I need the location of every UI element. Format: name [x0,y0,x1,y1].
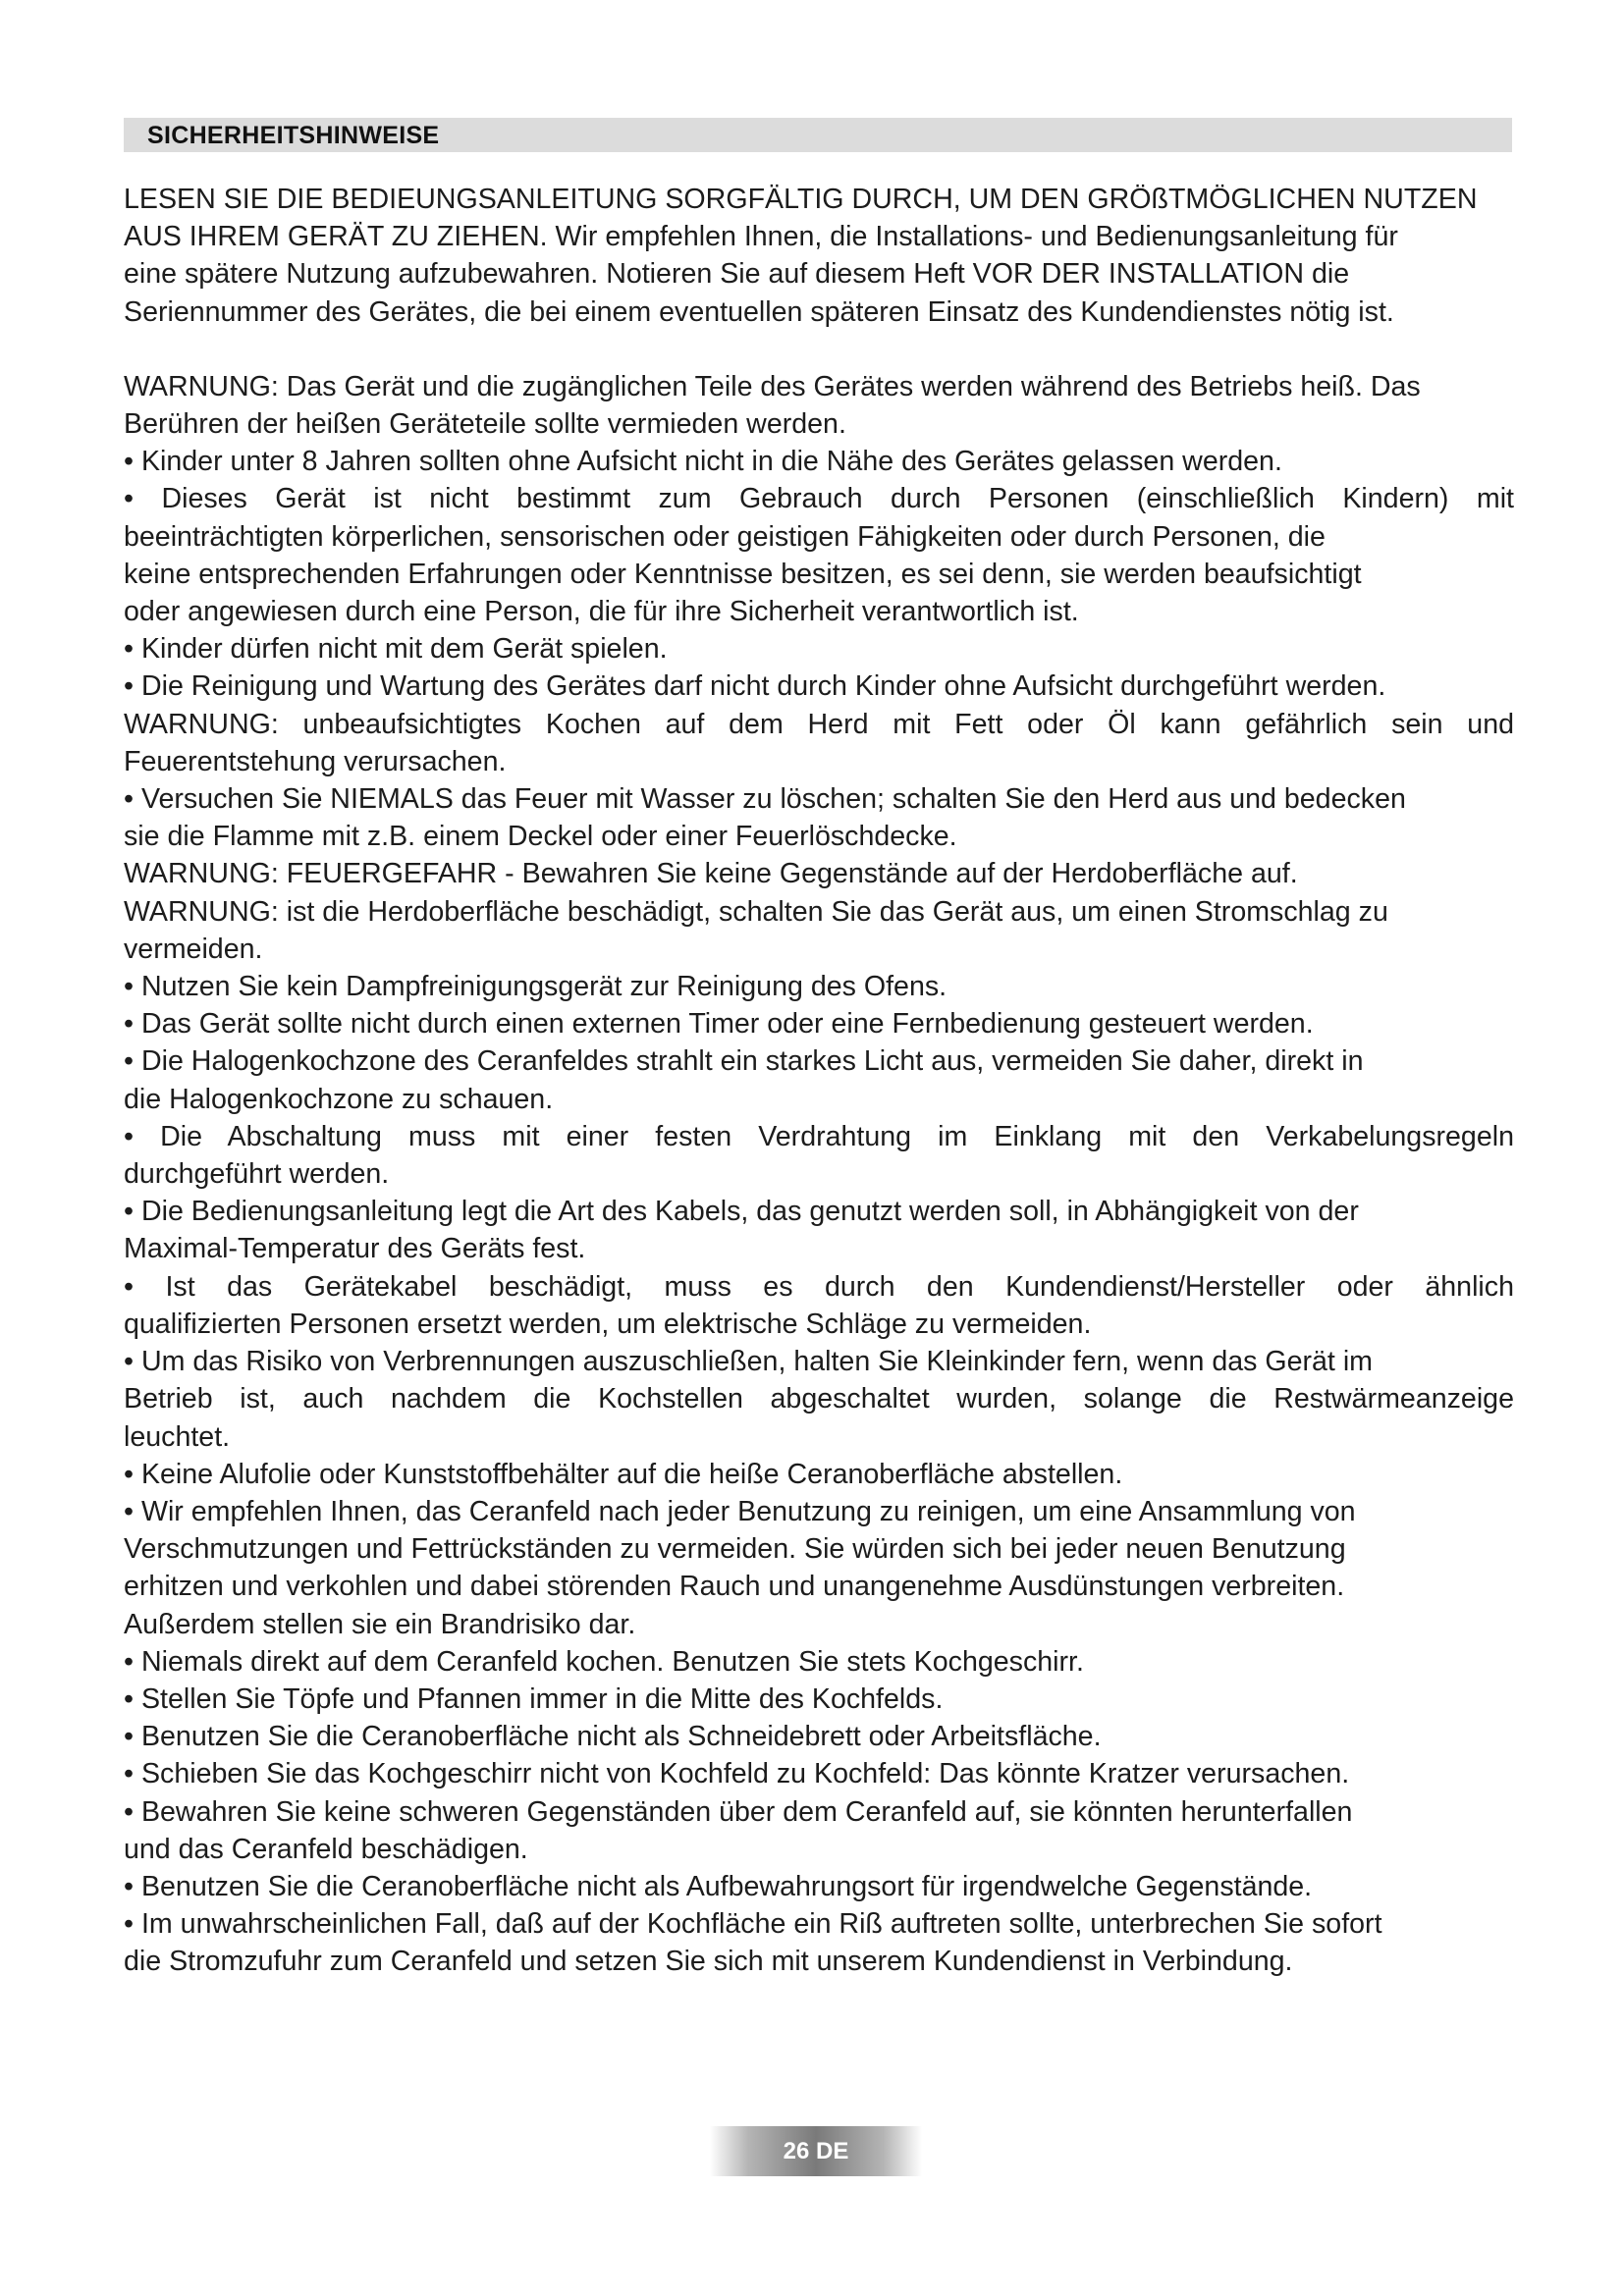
body-line: • Wir empfehlen Ihnen, das Ceranfeld nach jeder Benutzung zu reinigen, um eine Ansammlung von [124,1495,1356,1527]
body-line: • Die Bedienungsanleitung legt die Art des Kabels, das genutzt werden soll, in Abhängigkeit von der [124,1196,1359,1228]
body-line: Berühren der heißen Geräteteile sollte vermieden werden. [124,408,846,441]
body-line: • Niemals direkt auf dem Ceranfeld kochen. Benutzen Sie stets Kochgeschirr. [124,1645,1084,1678]
body-line: WARNUNG: ist die Herdoberfläche beschädigt, schalten Sie das Gerät aus, um einen Stromschlag zu [124,895,1388,928]
body-line: • Stellen Sie Töpfe und Pfannen immer in die Mitte des Kochfelds. [124,1682,944,1715]
body-line: WARNUNG: unbeaufsichtigtes Kochen auf dem Herd mit Fett oder Öl kann gefährlich sein und [124,708,1514,740]
body-line: die Halogenkochzone zu schauen. [124,1083,554,1115]
body-line: Verschmutzungen und Fettrückständen zu vermeiden. Sie würden sich bei jeder neuen Benutzung [124,1533,1346,1566]
body-line: • Versuchen Sie NIEMALS das Feuer mit Wasser zu löschen; schalten Sie den Herd aus und bedecken [124,783,1406,816]
body-line: oder angewiesen durch eine Person, die für ihre Sicherheit verantwortlich ist. [124,596,1079,628]
body-line: keine entsprechenden Erfahrungen oder Kenntnisse besitzen, es sei denn, sie werden beaufsichtigt [124,558,1362,590]
body-line: • Die Abschaltung muss mit einer festen Verdrahtung im Einklang mit den Verkabelungsregeln [124,1120,1514,1152]
body-line: und das Ceranfeld beschädigen. [124,1833,528,1865]
body-line: beeinträchtigten körperlichen, sensorischen oder geistigen Fähigkeiten oder durch Personen, die [124,520,1326,553]
page-number-badge [710,2126,922,2176]
body-line: • Bewahren Sie keine schweren Gegenständen über dem Ceranfeld auf, sie könnten herunterfallen [124,1795,1353,1828]
body-line: vermeiden. [124,933,263,965]
safety-text [124,181,1514,1981]
body-line: • Schieben Sie das Kochgeschirr nicht von Kochfeld zu Kochfeld: Das könnte Kratzer verursachen. [124,1758,1350,1790]
body-line: • Um das Risiko von Verbrennungen auszuschließen, halten Sie Kleinkinder fern, wenn das Gerät im [124,1346,1373,1378]
body-line: • Nutzen Sie kein Dampfreinigungsgerät zur Reinigung des Ofens. [124,971,947,1003]
body-line: • Die Reinigung und Wartung des Gerätes darf nicht durch Kinder ohne Aufsicht durchgeführt werden. [124,670,1386,703]
body-line: • Im unwahrscheinlichen Fall, daß auf der Kochfläche ein Riß auftreten sollte, unterbrechen Sie sofort [124,1908,1382,1941]
body-line: leuchtet. [124,1420,231,1453]
body-line: sie die Flamme mit z.B. einem Deckel oder einer Feuerlöschdecke. [124,821,957,853]
body-line: Feuerentstehung verursachen. [124,745,507,777]
intro-line: AUS IHREM GERÄT ZU ZIEHEN. Wir empfehlen Ihnen, die Installations- und Bedienungsanleitung für [124,221,1398,253]
intro-line: eine spätere Nutzung aufzubewahren. Notieren Sie auf diesem Heft VOR DER INSTALLATION die [124,258,1350,291]
paragraph-gap [124,331,1514,368]
page-number: 26 DE [783,2138,849,2164]
body-line: Außerdem stellen sie ein Brandrisiko dar. [124,1608,636,1640]
body-line: Betrieb ist, auch nachdem die Kochstellen abgeschaltet wurden, solange die Restwärmeanzeige [124,1383,1514,1415]
body-line: erhitzen und verkohlen und dabei störenden Rauch und unangenehme Ausdünstungen verbreiten. [124,1571,1345,1603]
body-line: • Dieses Gerät ist nicht bestimmt zum Gebrauch durch Personen (einschließlich Kindern) mit [124,483,1514,515]
body-line: • Das Gerät sollte nicht durch einen externen Timer oder eine Fernbedienung gesteuert werden. [124,1008,1314,1041]
body-line: • Die Halogenkochzone des Ceranfeldes strahlt ein starkes Licht aus, vermeiden Sie daher, direkt in [124,1045,1364,1078]
intro-line: LESEN SIE DIE BEDIEUNGSANLEITUNG SORGFÄLTIG DURCH, UM DEN GRÖßTMÖGLICHEN NUTZEN [124,184,1478,215]
body-line: • Kinder unter 8 Jahren sollten ohne Aufsicht nicht in die Nähe des Gerätes gelassen werden. [124,446,1282,478]
body-line: qualifizierten Personen ersetzt werden, um elektrische Schläge zu vermeiden. [124,1308,1092,1340]
body-line: • Ist das Gerätekabel beschädigt, muss es durch den Kundendienst/Hersteller oder ähnlich [124,1270,1514,1303]
intro-line: Seriennummer des Gerätes, die bei einem eventuellen späteren Einsatz des Kundendienstes nötig ist. [124,295,1394,328]
section-header-bar [124,118,1512,152]
body-line: WARNUNG: FEUERGEFAHR - Bewahren Sie keine Gegenstände auf der Herdoberfläche auf. [124,858,1298,890]
body-line: • Keine Alufolie oder Kunststoffbehälter auf die heiße Ceranoberfläche abstellen. [124,1458,1123,1490]
body-line: Maximal-Temperatur des Geräts fest. [124,1233,586,1265]
section-title: SICHERHEITSHINWEISE [147,122,440,149]
body-line: WARNUNG: Das Gerät und die zugänglichen Teile des Gerätes werden während des Betriebs heiß. Das [124,370,1421,402]
body-line: • Benutzen Sie die Ceranoberfläche nicht als Aufbewahrungsort für irgendwelche Gegenstände. [124,1870,1313,1902]
body-line: • Benutzen Sie die Ceranoberfläche nicht als Schneidebrett oder Arbeitsfläche. [124,1721,1102,1753]
body-line: durchgeführt werden. [124,1158,390,1191]
body-line: die Stromzufuhr zum Ceranfeld und setzen Sie sich mit unserem Kundendienst in Verbindung. [124,1946,1293,1978]
body-line: • Kinder dürfen nicht mit dem Gerät spielen. [124,633,668,666]
